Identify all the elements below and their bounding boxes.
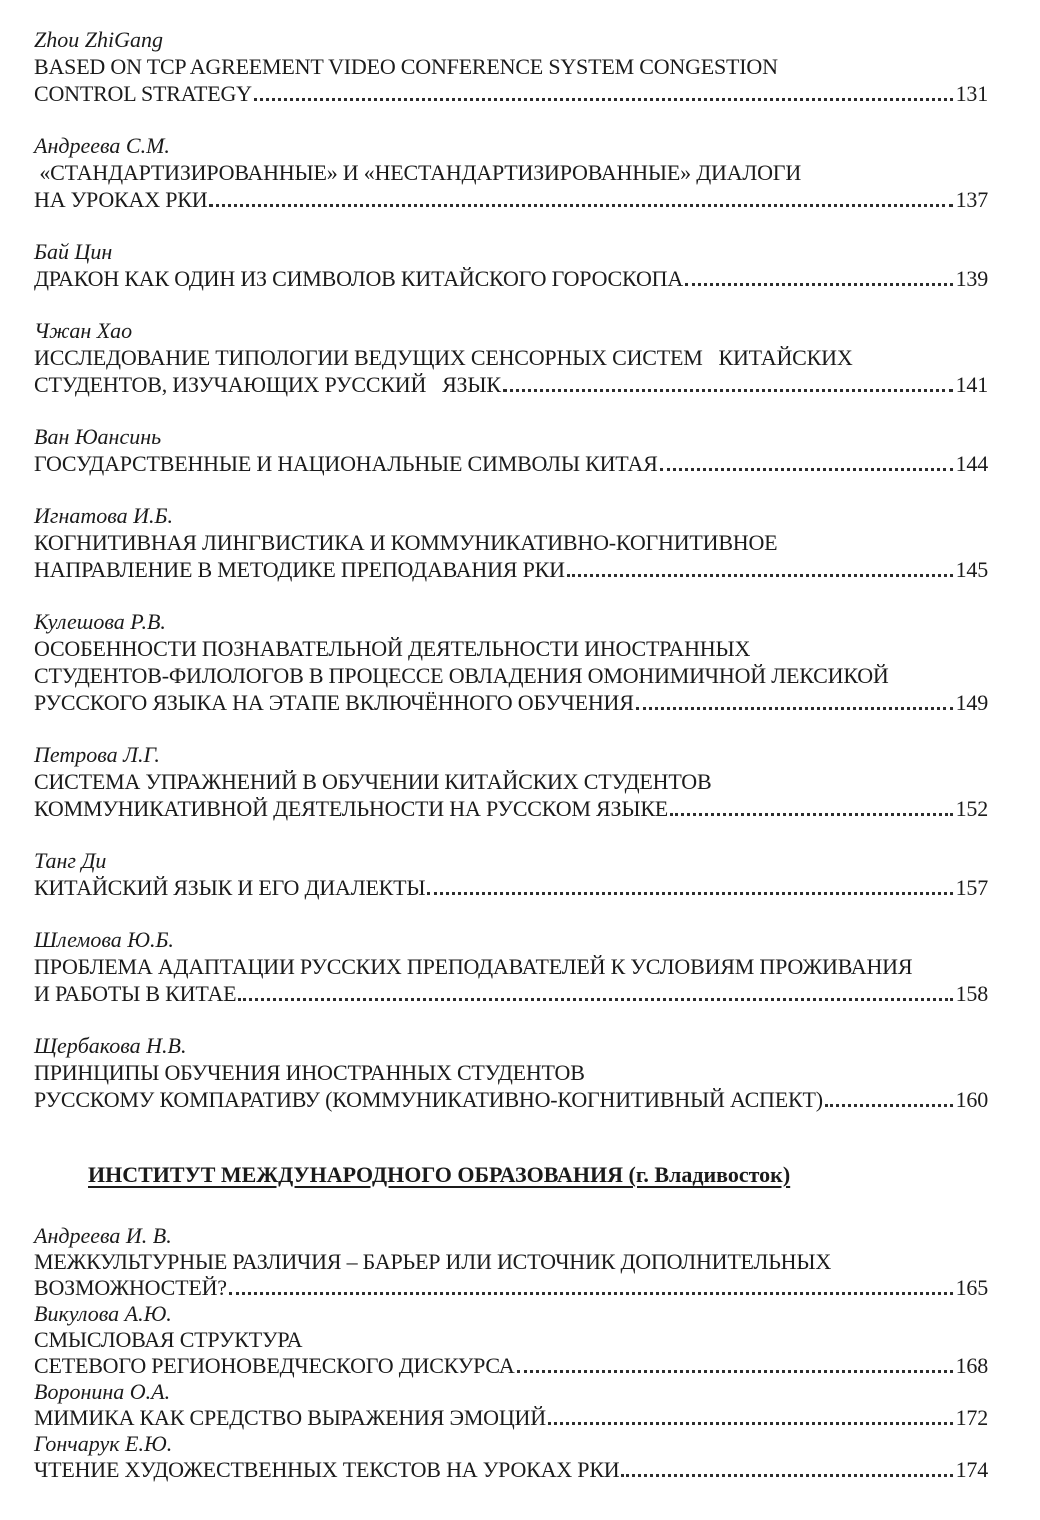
dot-leader — [503, 389, 953, 392]
page-number: 165 — [955, 1275, 988, 1300]
toc-entry-title-line: СТУДЕНТОВ-ФИЛОЛОГОВ В ПРОЦЕССЕ ОВЛАДЕНИЯ ОМОНИМИЧНОЙ ЛЕКСИКОЙ — [34, 663, 889, 688]
toc-entry-title-row — [34, 1457, 988, 1483]
toc-entry-author: Шлемова Ю.Б. — [34, 927, 174, 952]
toc-entry-title-line: СТУДЕНТОВ, ИЗУЧАЮЩИХ РУССКИЙ ЯЗЫК — [34, 372, 501, 397]
dot-leader — [567, 574, 953, 577]
toc-entry-author: Ван Юансинь — [34, 424, 162, 449]
page-number: 157 — [955, 875, 988, 900]
toc-entry-title-line: ОСОБЕННОСТИ ПОЗНАВАТЕЛЬНОЙ ДЕЯТЕЛЬНОСТИ ИНОСТРАННЫХ — [34, 636, 751, 661]
toc-entry — [34, 26, 988, 107]
page-number: 139 — [955, 266, 988, 291]
toc-entry — [34, 423, 988, 477]
toc-entry — [34, 317, 988, 398]
toc-entry-author: Щербакова Н.В. — [34, 1033, 187, 1058]
toc-entry-title-row — [34, 874, 988, 901]
section-header-label: ИНСТИТУТ МЕЖДУНАРОДНОГО ОБРАЗОВАНИЯ (г. Владивосток) — [88, 1162, 791, 1187]
dot-leader — [660, 468, 953, 471]
toc-entry-title-line: И РАБОТЫ В КИТАЕ — [34, 981, 237, 1006]
toc-entry-title-line: КИТАЙСКИЙ ЯЗЫК И ЕГО ДИАЛЕКТЫ — [34, 875, 426, 900]
toc-entry-author: Воронина О.А. — [34, 1379, 171, 1404]
toc-entry-title-line: СИСТЕМА УПРАЖНЕНИЙ В ОБУЧЕНИИ КИТАЙСКИХ СТУДЕНТОВ — [34, 769, 712, 794]
dot-leader — [548, 1422, 953, 1425]
toc-entry-title-row — [34, 450, 988, 477]
toc-entry-title-line: ПРОБЛЕМА АДАПТАЦИИ РУССКИХ ПРЕПОДАВАТЕЛЕЙ К УСЛОВИЯМ ПРОЖИВАНИЯ — [34, 954, 913, 979]
toc-entry-title-line: КОГНИТИВНАЯ ЛИНГВИСТИКА И КОММУНИКАТИВНО-КОГНИТИВНОЕ — [34, 530, 778, 555]
toc-entry-title-line: ИССЛЕДОВАНИЕ ТИПОЛОГИИ ВЕДУЩИХ СЕНСОРНЫХ СИСТЕМ КИТАЙСКИХ — [34, 345, 853, 370]
toc-entry-title-line: МЕЖКУЛЬТУРНЫЕ РАЗЛИЧИЯ – БАРЬЕР ИЛИ ИСТОЧНИК ДОПОЛНИТЕЛЬНЫХ — [34, 1249, 832, 1274]
toc-entry-title-line: СМЫСЛОВАЯ СТРУКТУРА — [34, 1327, 303, 1352]
dot-leader — [670, 813, 953, 816]
toc-entry — [34, 741, 988, 822]
toc-entry-title-row — [34, 186, 988, 213]
dot-leader — [427, 892, 952, 895]
toc-group-vladivostok — [34, 1223, 988, 1483]
page-number: 141 — [955, 372, 988, 397]
page-number: 149 — [955, 690, 988, 715]
toc-entry — [34, 1379, 988, 1431]
page-number: 145 — [955, 557, 988, 582]
toc-entry-author: Zhou ZhiGang — [34, 27, 163, 52]
toc-entry-title-row — [34, 1086, 988, 1113]
toc-entry — [34, 132, 988, 213]
toc-entry-title-row — [34, 1275, 988, 1301]
dot-leader — [621, 1474, 952, 1477]
toc-entry-author: Бай Цин — [34, 239, 113, 264]
page-number: 168 — [955, 1353, 988, 1378]
page-number: 158 — [955, 981, 988, 1006]
dot-leader — [517, 1370, 953, 1373]
page-number: 172 — [955, 1405, 988, 1430]
toc-entry-author: Петрова Л.Г. — [34, 742, 160, 767]
toc-entry-title-row — [34, 371, 988, 398]
toc-entry-title-line: СЕТЕВОГО РЕГИОНОВЕДЧЕСКОГО ДИСКУРСА — [34, 1353, 515, 1378]
toc-entry-author: Гончарук Е.Ю. — [34, 1431, 173, 1456]
toc-entry-title-line: МИМИКА КАК СРЕДСТВО ВЫРАЖЕНИЯ ЭМОЦИЙ — [34, 1405, 546, 1430]
toc-entry — [34, 1431, 988, 1483]
dot-leader — [825, 1104, 953, 1107]
toc-entry-title-line: КОММУНИКАТИВНОЙ ДЕЯТЕЛЬНОСТИ НА РУССКОМ ЯЗЫКЕ — [34, 796, 669, 821]
toc-entry-author: Танг Ди — [34, 848, 107, 873]
toc-entry-author: Игнатова И.Б. — [34, 503, 174, 528]
toc-entry-author: Андреева С.М. — [34, 133, 170, 158]
toc-entry-title-line: НАПРАВЛЕНИЕ В МЕТОДИКЕ ПРЕПОДАВАНИЯ РКИ — [34, 557, 565, 582]
toc-entry-title-row — [34, 980, 988, 1007]
page-number: 144 — [955, 451, 988, 476]
toc-entry-title-line: РУССКОМУ КОМПАРАТИВУ (КОММУНИКАТИВНО-КОГНИТИВНЫЙ АСПЕКТ) — [34, 1087, 823, 1112]
toc-entry-title-row — [34, 689, 988, 716]
toc-entry — [34, 926, 988, 1007]
page-number: 152 — [955, 796, 988, 821]
toc-entry-author: Андреева И. В. — [34, 1223, 172, 1248]
toc-entry-author: Чжан Хао — [34, 318, 133, 343]
toc-entry-title-line: BASED ON TCP AGREEMENT VIDEO CONFERENCE SYSTEM CONGESTION — [34, 54, 778, 79]
toc-entry-title-row — [34, 795, 988, 822]
toc-entry-author: Викулова А.Ю. — [34, 1301, 172, 1326]
toc-entry-title-line: «СТАНДАРТИЗИРОВАННЫЕ» И «НЕСТАНДАРТИЗИРОВАННЫЕ» ДИАЛОГИ — [34, 160, 802, 185]
toc-entry-title-row — [34, 1353, 988, 1379]
toc-entry-title-line: ПРИНЦИПЫ ОБУЧЕНИЯ ИНОСТРАННЫХ СТУДЕНТОВ — [34, 1060, 585, 1085]
toc-entry — [34, 1301, 988, 1379]
dot-leader — [685, 283, 953, 286]
toc-entry — [34, 1223, 988, 1301]
dot-leader — [238, 998, 952, 1001]
dot-leader — [254, 98, 953, 101]
toc-entry-title-row — [34, 265, 988, 292]
page-number: 160 — [955, 1087, 988, 1112]
page-number: 131 — [955, 81, 988, 106]
toc-entry — [34, 502, 988, 583]
toc-entry-title-line: НА УРОКАХ РКИ — [34, 187, 208, 212]
toc-entry-title-line: ВОЗМОЖНОСТЕЙ? — [34, 1275, 227, 1300]
toc-entry-author: Кулешова Р.В. — [34, 609, 166, 634]
dot-leader — [229, 1292, 953, 1295]
toc-group-harbin — [34, 26, 988, 1113]
toc-entry-title-line: ЧТЕНИЕ ХУДОЖЕСТВЕННЫХ ТЕКСТОВ НА УРОКАХ РКИ — [34, 1457, 620, 1482]
section-header — [88, 1161, 988, 1188]
toc-entry-title-row — [34, 556, 988, 583]
toc-entry — [34, 608, 988, 716]
dot-leader — [636, 707, 953, 710]
toc-entry-title-line: CONTROL STRATEGY — [34, 81, 252, 106]
toc-entry — [34, 1032, 988, 1113]
toc-entry — [34, 238, 988, 292]
page-number: 174 — [955, 1457, 988, 1482]
toc-entry-title-line: ДРАКОН КАК ОДИН ИЗ СИМВОЛОВ КИТАЙСКОГО ГОРОСКОПА — [34, 266, 684, 291]
toc-entry-title-line: РУССКОГО ЯЗЫКА НА ЭТАПЕ ВКЛЮЧЁННОГО ОБУЧЕНИЯ — [34, 690, 634, 715]
toc-entry-title-row — [34, 80, 988, 107]
page-number: 137 — [955, 187, 988, 212]
toc-entry — [34, 847, 988, 901]
toc-entry-title-line: ГОСУДАРСТВЕННЫЕ И НАЦИОНАЛЬНЫЕ СИМВОЛЫ КИТАЯ — [34, 451, 658, 476]
toc-entry-title-row — [34, 1405, 988, 1431]
dot-leader — [209, 204, 952, 207]
